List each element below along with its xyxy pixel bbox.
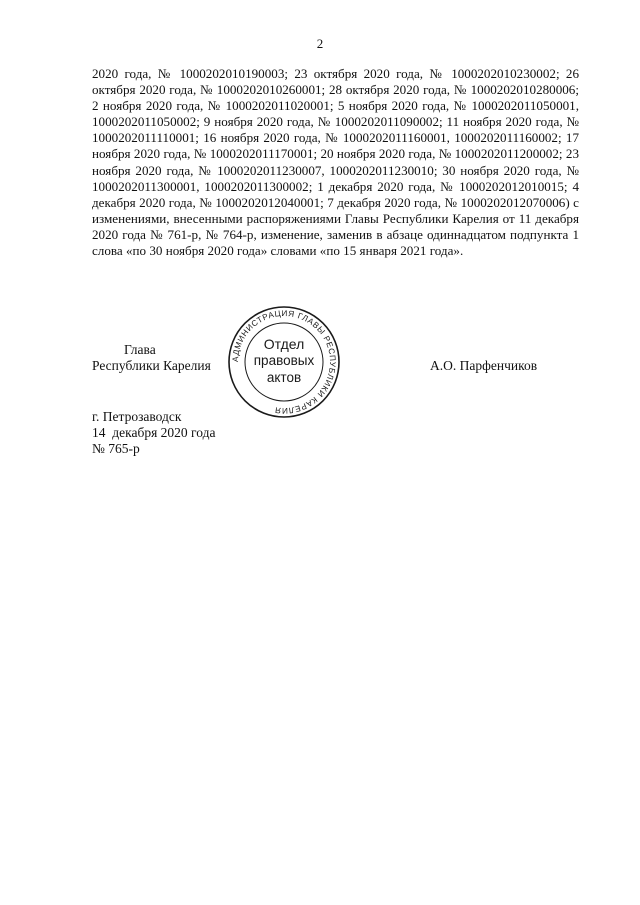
stamp-center-line-3: актов [266, 370, 302, 385]
page-number: 2 [316, 36, 324, 51]
stamp-center-line-2: правовых [253, 353, 315, 368]
official-stamp [226, 304, 342, 420]
body-paragraph: 2020 года, № 1000202010190003; 23 октября 2020 года, № 1000202010230002; 26 октября 2020 года, № 1000202010260001; 28 октября 2020 года, № 1000202010280006; 2 ноября 2020 года, № 1000202011020001; 5 ноября 2020 года, № 1000202011050001, 1000202011050002; 9 ноября 2020 года, № 1000202011090002; 11 ноября 2020 года, № 1000202011110001; 16 ноября 2020 года, № 1000202011160001, 1000202011160002; 17 ноября 2020 года, № 1000202011170001; 20 ноября 2020 года, № 1000202011200002; 23 ноября 2020 года, № 1000202011230007, 1000202011230010; 30 ноября 2020 года, № 1000202011300001, 1000202011300002; 1 декабря 2020 года, № 1000202012010015; 4 декабря 2020 года, № 1000202012040001; 7 декабря 2020 года, № 1000202012070006) с изменениями, внесенными распоряжениями Главы Республики Карелия от 11 декабря 2020 года № 761-р, № 764-р, изменение, заменив в абзаце одиннадцатом подпункта 1 слова «по 30 ноября 2020 года» словами «по 15 января 2021 года». [92, 66, 579, 259]
signatory-title: Глава [124, 342, 156, 357]
signatory-organization: Республики Карелия [92, 358, 211, 373]
stamp-center-line-1: Отдел [263, 336, 305, 352]
issue-date: 14 декабря 2020 года [92, 425, 216, 440]
stamp-ring-text: АДМИНИСТРАЦИЯ ГЛАВЫ РЕСПУБЛИКИ КАРЕЛИЯ [230, 308, 338, 416]
issue-place: г. Петрозаводск [92, 409, 182, 424]
signatory-name: А.О. Парфенчиков [430, 358, 538, 373]
document-number: № 765-р [92, 441, 140, 456]
